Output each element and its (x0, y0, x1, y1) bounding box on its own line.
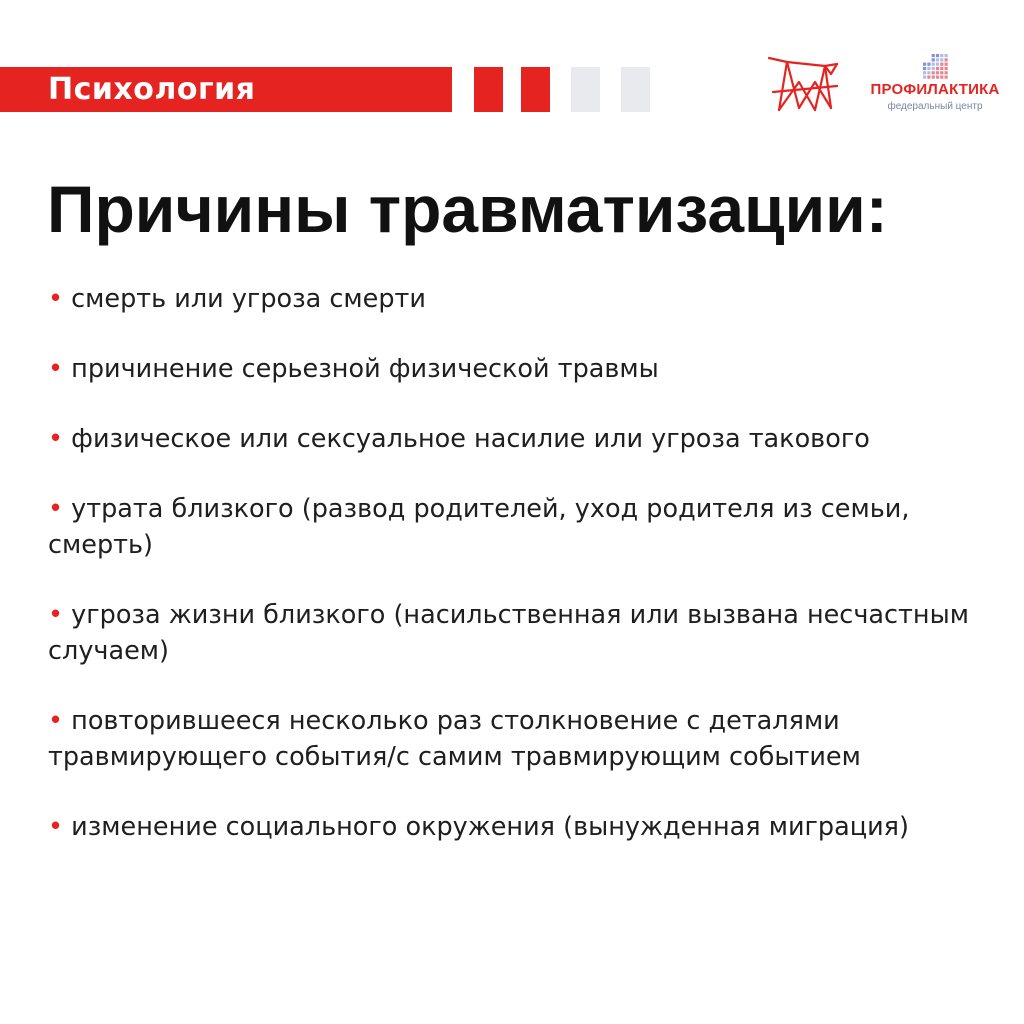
header-block-gray-2 (621, 67, 650, 112)
header-block-red-2 (521, 67, 550, 112)
logo-grid-icon (923, 54, 949, 80)
list-item (48, 281, 998, 317)
bullet-icon: • (48, 424, 64, 454)
list-item (48, 351, 998, 387)
bullet-icon: • (48, 812, 64, 842)
list-item-text: угроза жизни близкого (насильственная или вызвана несчастным случаем) (48, 600, 969, 666)
bullet-icon: • (48, 600, 64, 630)
list-item (48, 597, 998, 669)
page-title: Причины травматизации: (47, 172, 888, 246)
list-item-text: причинение серьезной физической травмы (71, 354, 659, 384)
logo-subtitle: федеральный центр (887, 101, 983, 112)
causes-list (48, 281, 998, 879)
list-item (48, 703, 998, 775)
list-item-text: повторившееся несколько раз столкновение с деталями травмирующего события/с самим травмирующим событием (48, 706, 861, 772)
list-item (48, 809, 998, 845)
logo-name: ПРОФИЛАКТИКА (870, 81, 1000, 98)
bullet-icon: • (48, 354, 64, 384)
bullet-icon: • (48, 494, 64, 524)
header-block-red-1 (474, 67, 503, 112)
bullet-icon: • (48, 706, 64, 736)
list-item (48, 421, 998, 457)
list-item (48, 491, 998, 563)
list-item-text: изменение социального окружения (вынужденная миграция) (71, 812, 909, 842)
list-item-text: утрата близкого (развод родителей, уход родителя из семьи, смерть) (48, 494, 910, 560)
list-item-text: смерть или угроза смерти (71, 284, 426, 314)
list-item-text: физическое или сексуальное насилие или угроза такового (71, 424, 870, 454)
category-label: Психология (48, 72, 256, 107)
stylized-horse-icon (765, 52, 843, 114)
header-block-gray-1 (571, 67, 600, 112)
bullet-icon: • (48, 284, 64, 314)
